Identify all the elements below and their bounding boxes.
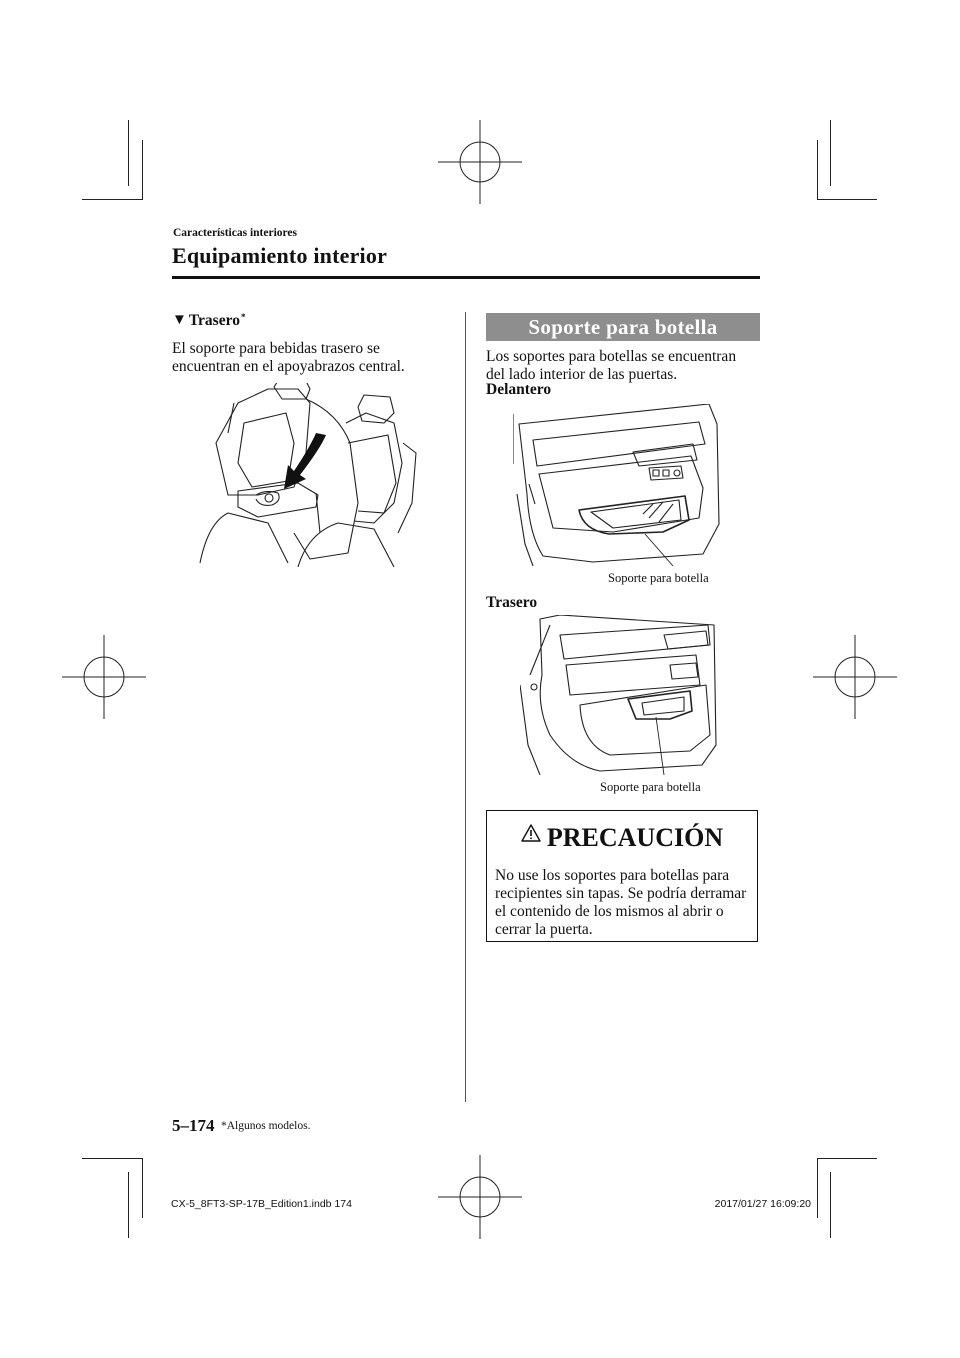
caution-line: el contenido de los mismos al abrir o [495, 903, 724, 920]
print-file: CX-5_8FT3-SP-17B_Edition1.indb 174 [171, 1198, 352, 1210]
crop-mark [830, 1172, 831, 1238]
front-door-label: Delantero [486, 381, 552, 398]
subheading-trasero [172, 312, 245, 330]
paragraph-line: encuentran en el apoyabrazos central. [172, 358, 405, 375]
rear-paragraph [172, 340, 405, 376]
crop-mark [142, 140, 143, 200]
crop-mark [817, 1158, 877, 1159]
registration-mark [62, 635, 146, 719]
print-timestamp: 2017/01/27 16:09:20 [714, 1198, 811, 1210]
column-divider [465, 312, 466, 1102]
registration-mark [438, 120, 522, 204]
crop-mark [817, 199, 877, 200]
crop-mark [128, 120, 129, 186]
optional-mark: * [240, 312, 246, 322]
crop-mark [830, 120, 831, 186]
registration-mark [438, 1155, 522, 1239]
page-number: 5–174 [172, 1116, 215, 1135]
caution-title: PRECAUCIÓN [546, 823, 724, 852]
rear-bottle-holder-caption: Soporte para botella [600, 780, 701, 794]
footnote: *Algunos modelos. [221, 1120, 311, 1132]
caution-line: cerrar la puerta. [495, 921, 593, 938]
crop-mark [142, 1158, 143, 1218]
rear-seat-armrest-illustration [198, 383, 423, 567]
registration-mark [813, 635, 897, 719]
warning-triangle-icon [521, 824, 541, 842]
section-label: Características interiores [173, 227, 298, 239]
crop-mark [817, 1158, 818, 1218]
arrow-down-icon [284, 433, 326, 489]
caution-heading [487, 823, 757, 853]
caution-line: recipientes sin tapas. Se podría derramar [495, 885, 747, 902]
triangle-down-icon: ▼ [172, 312, 187, 328]
header-rule [172, 276, 760, 279]
caution-box [486, 810, 758, 942]
crop-mark [82, 199, 142, 200]
intro-line: del lado interior de las puertas. [486, 366, 678, 383]
rear-door-illustration [520, 615, 720, 775]
front-door-illustration [513, 404, 723, 566]
rear-door-label: Trasero [486, 594, 538, 611]
intro-line: Los soportes para botellas se encuentran [486, 348, 737, 365]
paragraph-line: El soporte para bebidas trasero se [172, 340, 380, 357]
bottle-holder-intro [486, 348, 736, 384]
crop-mark [128, 1172, 129, 1238]
subheading-text: Trasero [188, 312, 240, 329]
front-bottle-holder-caption: Soporte para botella [608, 571, 709, 585]
crop-mark [817, 140, 818, 200]
page-title: Equipamiento interior [172, 243, 388, 268]
caution-body [495, 867, 751, 939]
caution-line: No use los soportes para botellas para [495, 867, 730, 884]
crop-mark [82, 1158, 142, 1159]
section-title-bar: Soporte para botella [486, 313, 760, 341]
print-slug [171, 1198, 811, 1210]
